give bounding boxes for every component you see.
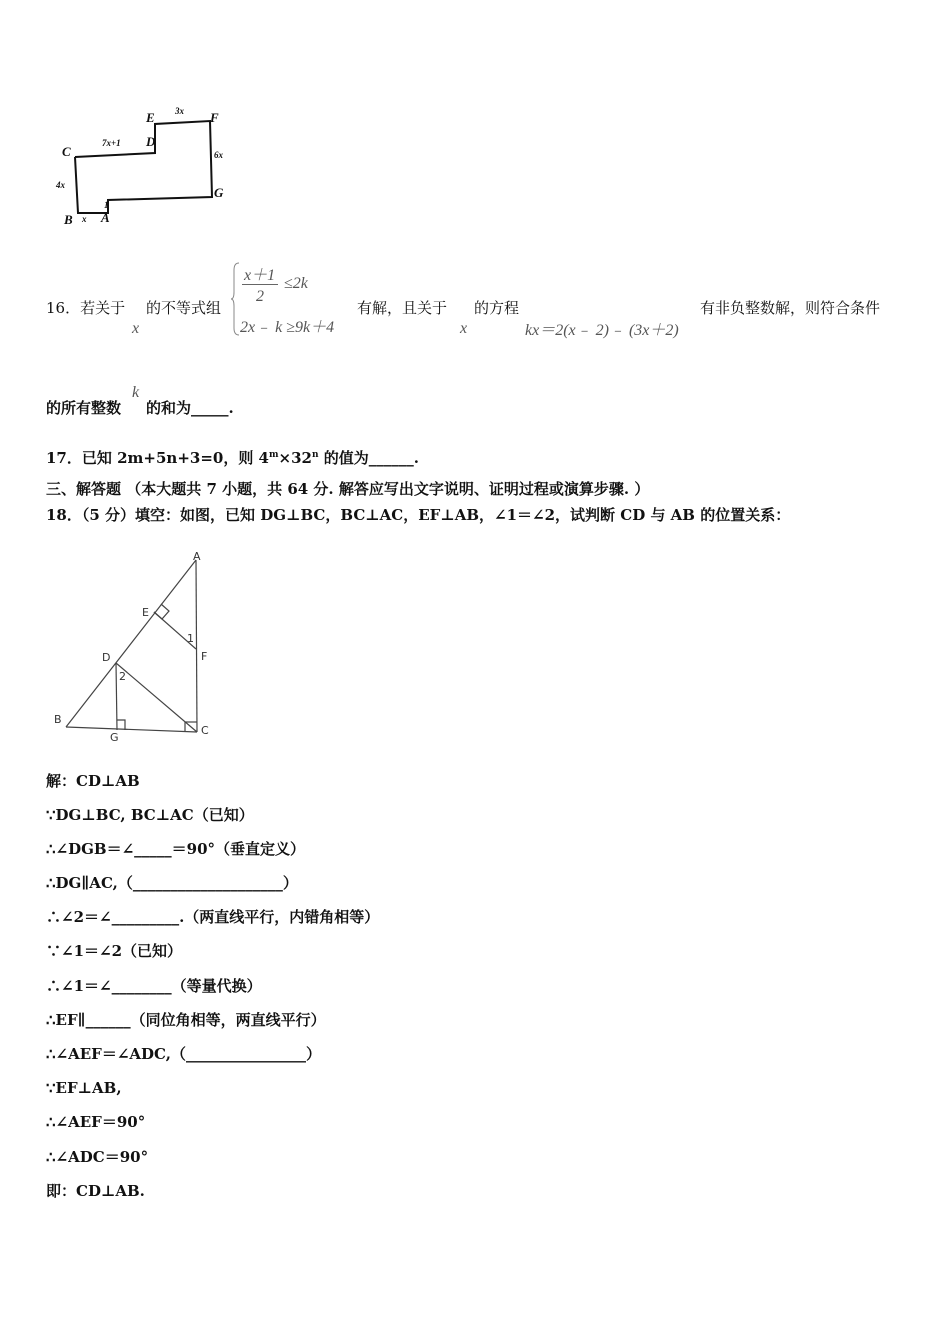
solution-line-9: ∴∠AEF＝∠ADC,（________________） bbox=[46, 1045, 321, 1063]
q16-text-3: 有解，且关于 bbox=[357, 299, 448, 317]
polygon-outline bbox=[75, 121, 212, 213]
solution-line-7: ∴∠1＝∠________（等量代换） bbox=[46, 977, 262, 995]
segment-bc bbox=[66, 727, 197, 732]
fig2-angle-1: 1 bbox=[187, 632, 194, 645]
solution-line-3: ∴∠DGB＝∠_____＝90°（垂直定义） bbox=[46, 840, 306, 858]
segment-ac bbox=[196, 560, 197, 732]
q17-sup-n: n bbox=[311, 450, 319, 460]
q16-line2-a: 的所有整数 bbox=[46, 399, 122, 417]
ineq2: 2x﹣ k ≥9k＋4 bbox=[240, 319, 335, 336]
left-brace bbox=[230, 262, 240, 336]
fig1-label-g: G bbox=[214, 185, 224, 200]
fig2-label-e: E bbox=[142, 606, 149, 619]
q16-var-x2: x bbox=[460, 320, 468, 337]
ineq1-rhs: ≤2k bbox=[284, 275, 308, 292]
q16-var-x1: x bbox=[132, 320, 140, 337]
fig1-label-a: A bbox=[101, 210, 110, 225]
fig1-label-f: F bbox=[210, 110, 219, 125]
segment-ab bbox=[66, 560, 196, 727]
fig2-label-c: C bbox=[201, 724, 209, 737]
q18-prompt: 18．（5 分）填空：如图，已知 DG⊥BC，BC⊥AC，EF⊥AB，∠1＝∠2，试判断 CD 与 AB 的位置关系： bbox=[46, 506, 791, 524]
q16-var-k: k bbox=[132, 384, 140, 401]
fig1-label-e: E bbox=[146, 110, 155, 125]
fig1-label-b: B bbox=[64, 212, 73, 227]
solution-line-6: ∵∠1＝∠2（已知） bbox=[46, 942, 183, 960]
q17-part-b: ×32 bbox=[278, 449, 312, 467]
fig2-angle-2: 2 bbox=[119, 670, 126, 683]
solution-line-5: ∴∠2＝∠_________.（两直线平行，内错角相等） bbox=[46, 908, 380, 926]
ineq1-numerator: x＋1 bbox=[244, 267, 276, 284]
q16-line2-b: 的和为_____. bbox=[146, 399, 234, 417]
fig1-label-1: 1 bbox=[104, 200, 109, 210]
figure-triangle bbox=[50, 545, 225, 745]
fig1-length-cb: 4x bbox=[56, 180, 65, 190]
fig2-label-g: G bbox=[110, 731, 119, 744]
fig1-label-c: C bbox=[62, 144, 71, 159]
solution-line-12: ∴∠ADC＝90° bbox=[46, 1148, 149, 1166]
segment-dc bbox=[116, 663, 197, 732]
q17-sup-m: m bbox=[269, 450, 279, 460]
fig2-label-f: F bbox=[201, 650, 208, 663]
fig1-length-ef: 3x bbox=[175, 106, 184, 116]
q16-text-4: 的方程 bbox=[474, 299, 520, 317]
fig2-label-b: B bbox=[54, 713, 62, 726]
solution-line-13: 即：CD⊥AB. bbox=[46, 1182, 145, 1200]
q16-equation: kx＝2(x﹣ 2)﹣ (3x＋2) bbox=[525, 322, 679, 339]
q17-text bbox=[46, 445, 419, 468]
fig1-length-fg: 6x bbox=[214, 150, 223, 160]
solution-line-10: ∵EF⊥AB, bbox=[46, 1079, 122, 1097]
solution-line-8: ∴EF∥______（同位角相等，两直线平行） bbox=[46, 1011, 326, 1029]
ineq1-denominator: 2 bbox=[256, 288, 264, 305]
q16-number: 16．若关于 bbox=[46, 299, 126, 317]
q16-text-5: 有非负整数解，则符合条件 bbox=[700, 299, 881, 317]
solution-line-1: 解：CD⊥AB bbox=[46, 772, 140, 790]
q17-part-a: 17．已知 2m+5n+3=0，则 4 bbox=[46, 449, 269, 467]
segment-dg bbox=[116, 663, 117, 730]
solution-line-4: ∴DG∥AC,（____________________） bbox=[46, 874, 298, 892]
section-3-heading: 三、解答题 （本大题共 7 小题，共 64 分. 解答应写出文字说明、证明过程或演算步骤. ） bbox=[46, 480, 650, 498]
fraction-bar bbox=[242, 284, 278, 285]
q16-text-2: 的不等式组 bbox=[146, 299, 222, 317]
fig1-length-ba: x bbox=[82, 214, 87, 224]
fig2-label-a: A bbox=[193, 550, 201, 563]
solution-line-11: ∴∠AEF＝90° bbox=[46, 1113, 146, 1131]
fig2-label-d: D bbox=[102, 651, 111, 664]
q17-part-c: 的值为______. bbox=[318, 449, 419, 467]
fig1-label-d: D bbox=[146, 134, 156, 149]
solution-line-2: ∵DG⊥BC, BC⊥AC（已知） bbox=[46, 806, 254, 824]
fig1-length-cd: 7x+1 bbox=[102, 138, 121, 148]
